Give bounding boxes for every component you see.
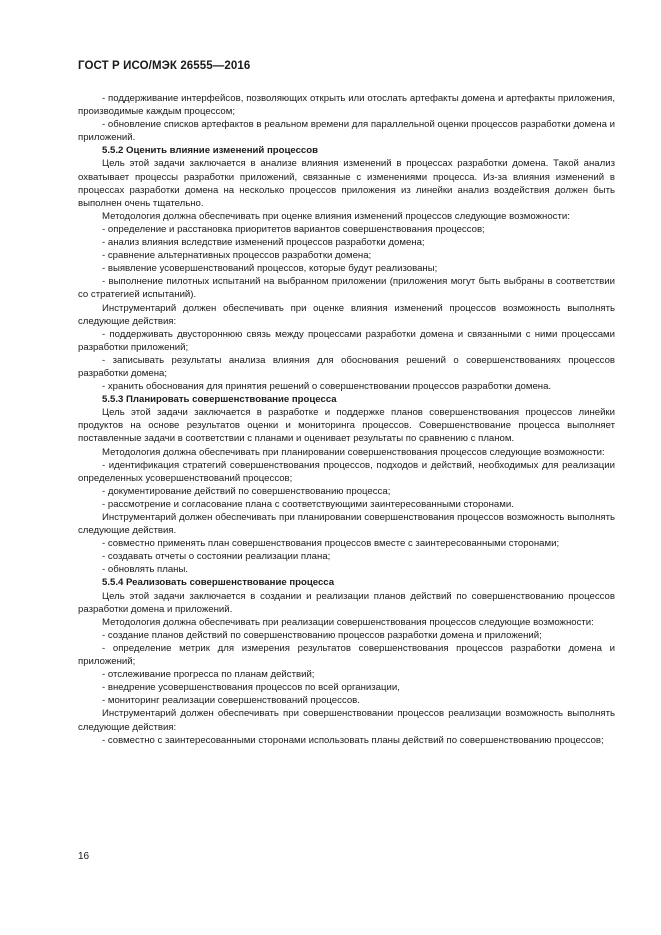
list-item: - совместно применять план совершенствования процессов вместе с заинтересованными сторонами;	[102, 538, 560, 550]
list-item: - идентификация стратегий совершенствования процессов, подходов и действий, необходимых для реализации определенных усовершенствований процессов;	[78, 459, 615, 484]
list-item: - внедрение усовершенствования процессов по всей организации,	[102, 682, 400, 694]
list-item: - выполнение пилотных испытаний на выбранном приложении (приложения могут быть выбраны в соответствии со стратегией испытаний).	[78, 276, 615, 301]
paragraph: Цель этой задачи заключается в создании и реализации планов действий по совершенствованию процессов разработки домена и приложений.	[78, 590, 615, 615]
paragraph: Инструментарий должен обеспечивать при оценке влияния изменений процессов возможность выполнять следующие действия:	[78, 302, 615, 327]
section-heading: 5.5.2 Оценить влияние изменений процессов	[102, 145, 319, 157]
list-item: - создание планов действий по совершенствованию процессов разработки домена и приложений;	[102, 629, 542, 641]
paragraph: Инструментарий должен обеспечивать при совершенствовании процессов реализации возможность выполнять следующие действия:	[78, 708, 615, 733]
document-body	[78, 92, 615, 747]
list-item: - отслеживание прогресса по планам действий;	[102, 669, 315, 681]
list-item: - обновлять планы.	[102, 564, 189, 576]
list-item: - создавать отчеты о состоянии реализации плана;	[102, 551, 331, 563]
paragraph: Методология должна обеспечивать при оценке влияния изменений процессов следующие возможности:	[102, 210, 570, 222]
list-item: - рассмотрение и согласование плана с соответствующими заинтересованными сторонами.	[102, 498, 514, 510]
list-item: - документирование действий по совершенствованию процесса;	[102, 485, 391, 497]
list-item: - определение метрик для измерения результатов совершенствования процессов разработки домена и приложений;	[78, 642, 615, 668]
list-item: - определение и расстановка приоритетов вариантов совершенствования процессов;	[102, 223, 485, 235]
list-item: - обновление списков артефактов в реальном времени для параллельной оценки процессов разработки домена и приложений.	[78, 119, 615, 144]
page-number: 16	[78, 851, 90, 862]
list-item: - совместно с заинтересованными сторонами использовать планы действий по совершенствованию процессов;	[102, 734, 604, 746]
paragraph: Методология должна обеспечивать при планировании совершенствования процессов следующие возможности:	[102, 446, 605, 458]
list-item: - анализ влияния вследствие изменений процессов разработки домена;	[102, 237, 425, 249]
list-item: - мониторинг реализации совершенствований процессов.	[102, 695, 360, 707]
list-item: - выявление усовершенствований процессов, которые будут реализованы;	[102, 263, 438, 275]
paragraph: Цель этой задачи заключается в разработке и поддержке планов совершенствования процессов линейки продуктов на основе результатов оценки и мониторинга процессов. Совершенствование процесса выполняет поставленные задачи в соответствии с планами и оценивает результаты по сравнению с планом.	[78, 407, 615, 445]
paragraph: Цель этой задачи заключается в анализе влияния изменений в процессах разработки домена. Такой анализ охватывает процессы разработки приложений, связанные с изменениями процесса. Из-за влияния изменений в процессах разработки домена на несколько процессов приложения из линейки анализ воздействия должен быть выполнен очень тщательно.	[78, 158, 615, 209]
list-item: - записывать результаты анализа влияния для обоснования решений о совершенствованиях процессов разработки домена;	[78, 354, 615, 379]
list-item: - поддерживать двустороннюю связь между процессами разработки домена и связанными с ними процессами разработки приложений;	[78, 328, 615, 353]
list-item: - хранить обоснования для принятия решений о совершенствовании процессов разработки домена.	[102, 381, 552, 393]
paragraph: Инструментарий должен обеспечивать при планировании совершенствования процессов возможность выполнять следующие действия.	[78, 512, 615, 537]
list-item: - сравнение альтернативных процессов разработки домена;	[102, 250, 372, 262]
section-heading: 5.5.3 Планировать совершенствование процесса	[102, 394, 337, 406]
list-item: - поддерживание интерфейсов, позволяющих открыть или отослать артефакты домена и артефакты приложения, производимые каждым процессом;	[78, 93, 615, 118]
section-heading: 5.5.4 Реализовать совершенствование процесса	[102, 577, 335, 589]
paragraph: Методология должна обеспечивать при реализации совершенствования процессов следующие возможности:	[102, 616, 594, 628]
document-header: ГОСТ Р ИСО/МЭК 26555—2016	[78, 60, 251, 72]
